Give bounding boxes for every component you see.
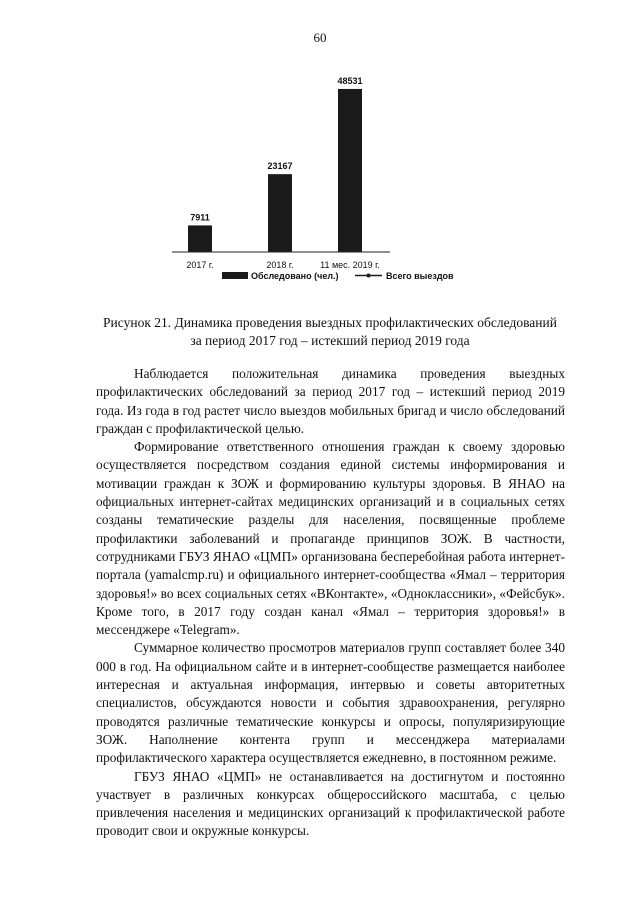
data-label-1: 7911 — [190, 212, 210, 223]
body-text — [96, 365, 565, 841]
data-label-2: 23167 — [267, 161, 293, 172]
bar-1 — [188, 225, 212, 252]
bar-2 — [268, 174, 292, 252]
caption-line-1: Рисунок 21. Динамика проведения выездных профилактических обследований — [103, 315, 557, 330]
bar-3 — [338, 89, 362, 252]
paragraph-4: ГБУЗ ЯНАО «ЦМП» не останавливается на достигнутом и постоянно участвует в различных конкурсах общероссийского масштаба, с целью привлечения населения и медицинских организаций к профилактической работе проводит свои и окружные конкурсы. — [96, 768, 565, 839]
paragraph-2: Формирование ответственного отношения граждан к своему здоровью осуществляется посредством создания единой системы информирования и мотивации граждан к ЗОЖ и формированию культуры здоровья. В ЯНАО на официальных интернет-сайтах медицинских организаций и в социальных сетях созданы тематические разделы для населения, посвященные проблеме профилактики заболеваний и пропаганде принципов ЗОЖ. В частности, сотрудниками ГБУЗ ЯНАО «ЦМП» организована бесперебойная работа интернет-портала (yamalcmp.ru) и официального интернет-сообщества «Ямал – территория здоровья!» во всех социальных сетях «ВКонтакте», «Одноклассники», «Фейсбук». Кроме того, в 2017 году создан канал «Ямал – территория здоровья!» в мессенджере «Telegram». — [96, 439, 565, 638]
legend-swatch-bar — [222, 272, 248, 279]
legend-label-bar: Обследовано (чел.) — [251, 271, 339, 281]
category-label-3: 11 мес. 2019 г. — [320, 260, 380, 270]
data-label-3: 48531 — [337, 75, 363, 86]
page-number: 60 — [313, 30, 327, 45]
category-label-2: 2018 г. — [266, 260, 294, 270]
bar-chart — [150, 72, 490, 292]
figure-caption — [100, 314, 560, 350]
legend-marker-line — [367, 274, 371, 278]
paragraph-1: Наблюдается положительная динамика проведения выездных профилактических обследований за период 2017 год – истекший период 2019 года. Из года в год растет число выездов мобильных бригад и число обследований граждан с профилактической целью. — [96, 366, 565, 436]
legend-label-line: Всего выездов — [386, 271, 454, 281]
caption-line-2: за период 2017 год – истекший период 2019 года — [190, 333, 470, 348]
category-label-1: 2017 г. — [186, 260, 214, 270]
paragraph-3: Суммарное количество просмотров материалов групп составляет более 340 000 в год. На официальном сайте и в интернет-сообществе размещается наиболее интересная и актуальная информация, интервью и советы авторитетных специалистов, обсуждаются новости и события здравоохранения, регулярно проводятся различные тематические конкурсы и опросы, популяризирующие ЗОЖ. Наполнение контента групп и мессенджера материалами профилактического характера осуществляется ежедневно, в постоянном режиме. — [96, 640, 565, 766]
